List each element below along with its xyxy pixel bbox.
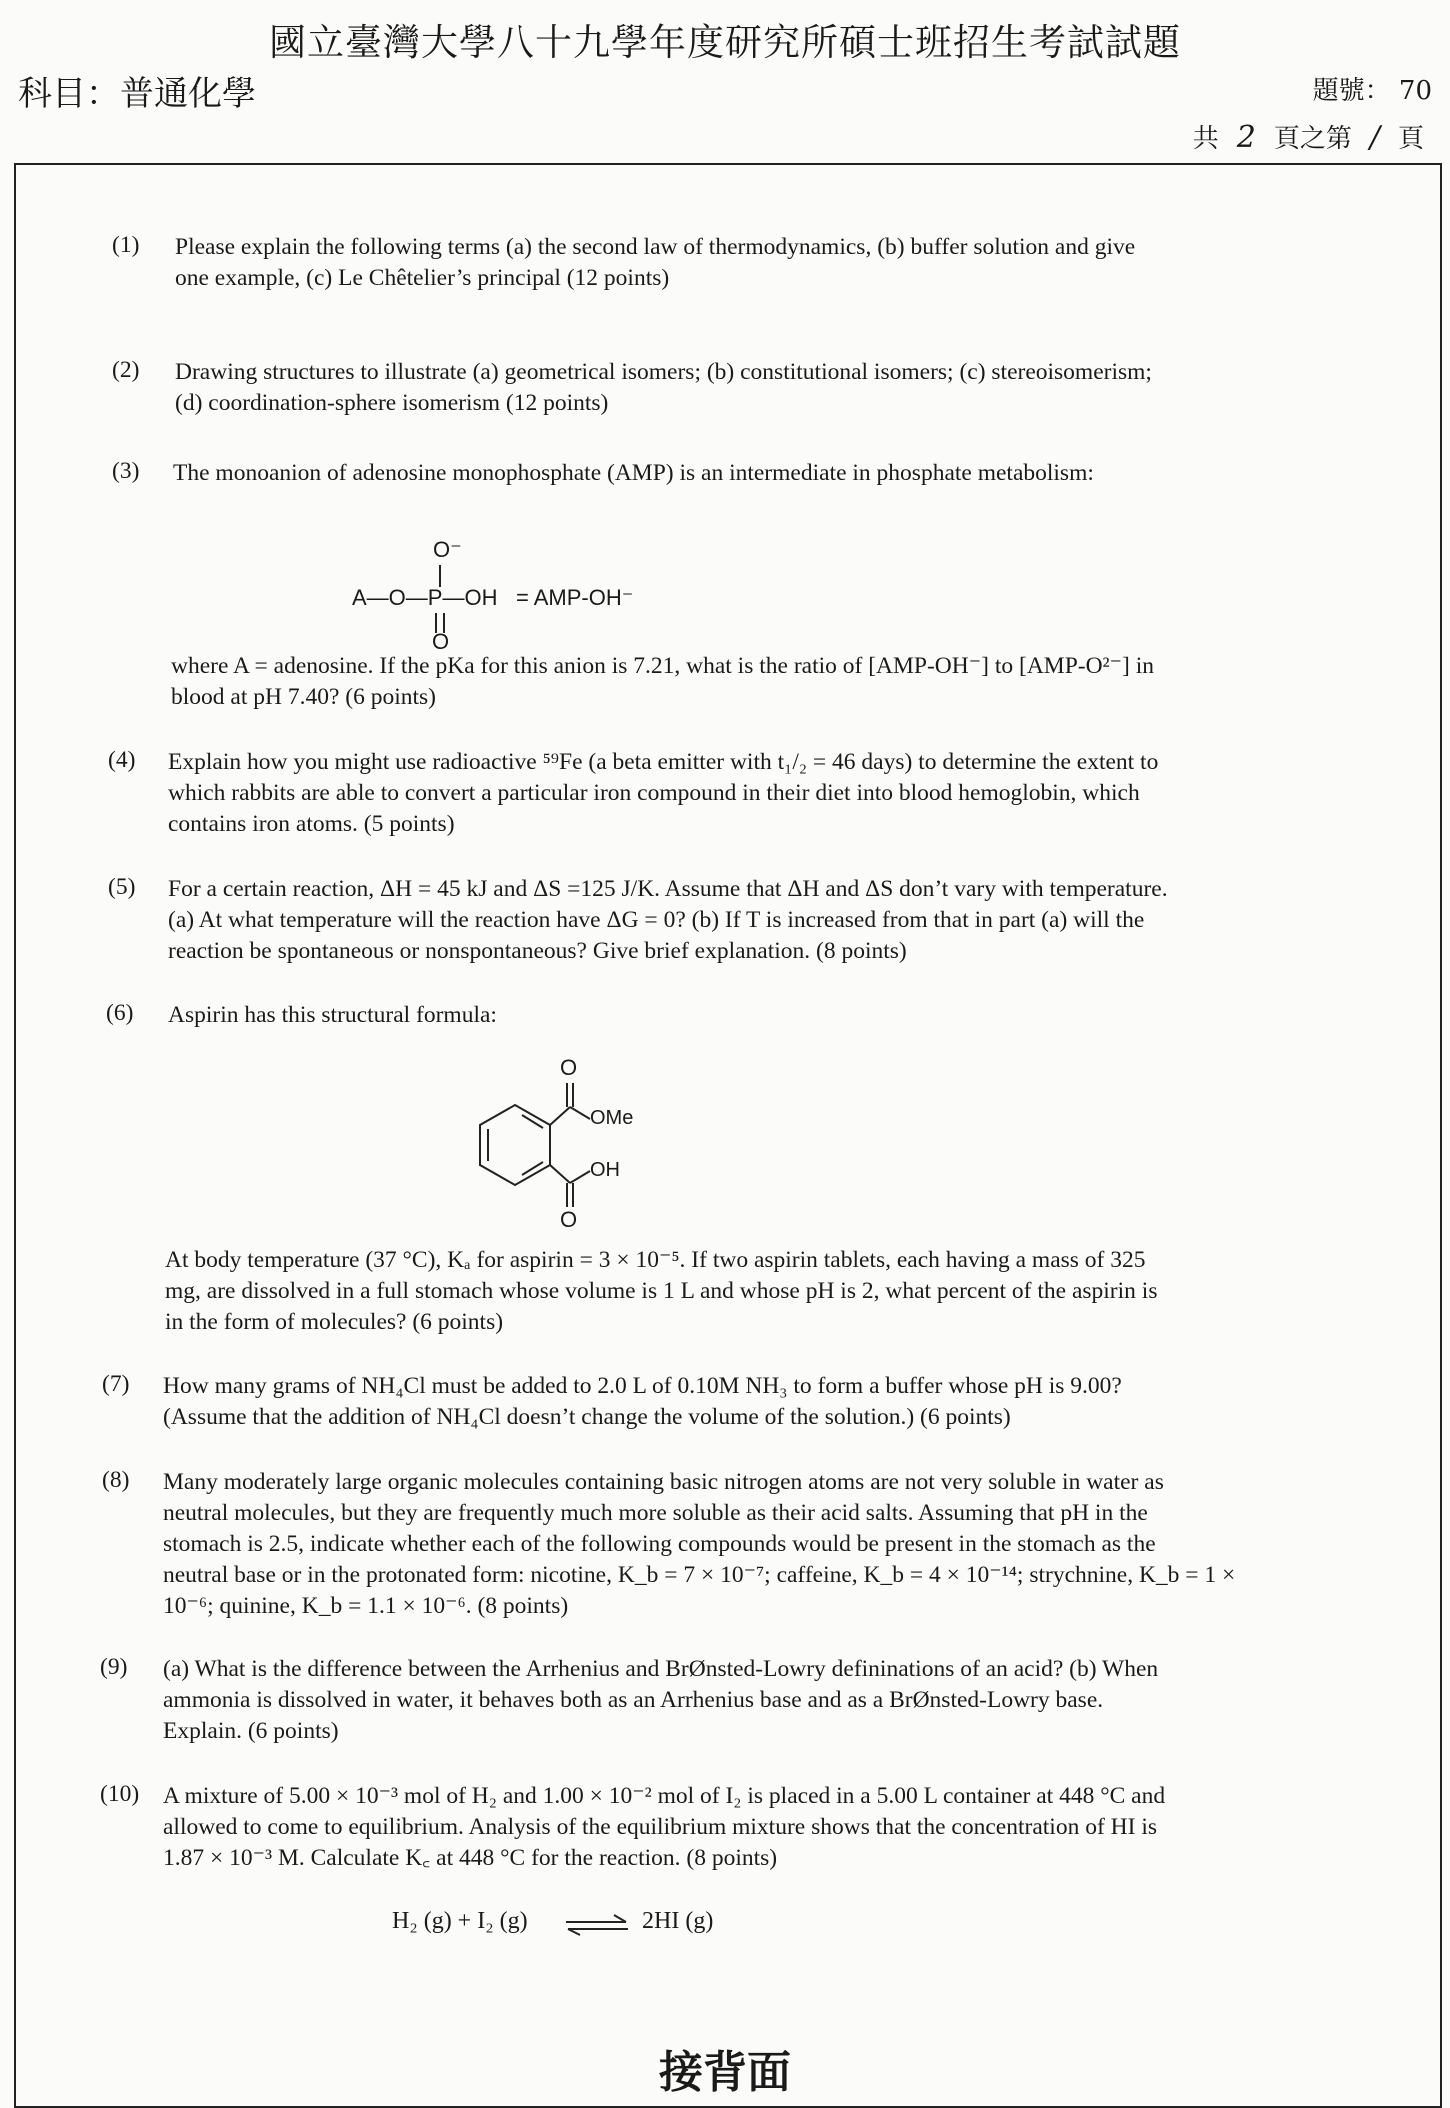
- question-3-number: (3): [112, 458, 140, 484]
- question-7-line-2: (Assume that the addition of NH₄Cl doesn’t change the volume of the solution.) (6 points): [163, 1404, 1011, 1430]
- aspirin-structure: [410, 1055, 670, 1245]
- question-6-line-1: At body temperature (37 °C), Kₐ for aspirin = 3 × 10⁻⁵. If two aspirin tablets, each having a mass of 325: [165, 1247, 1146, 1273]
- question-9-line-2: ammonia is dissolved in water, it behaves both as an Arrhenius base and as a BrØnsted-Lowry base.: [163, 1687, 1104, 1713]
- question-8-line-3: stomach is 2.5, indicate whether each of the following compounds would be present in the stomach as the: [163, 1531, 1156, 1557]
- question-4-line-2: which rabbits are able to convert a particular iron compound in their diet into blood hemoglobin, which: [168, 780, 1140, 806]
- question-1-number: (1): [112, 232, 140, 258]
- question-7-number: (7): [102, 1371, 130, 1397]
- question-1-line-2: one example, (c) Le Chêtelier’s principal (12 points): [175, 265, 670, 291]
- question-2-text: [175, 357, 1375, 419]
- page-current: /: [1369, 120, 1380, 155]
- amp-o-top: O⁻: [433, 537, 462, 562]
- question-2-number: (2): [112, 357, 140, 383]
- question-5-line-3: reaction be spontaneous or nonspontaneous? Give brief explanation. (8 points): [168, 938, 907, 964]
- question-8-line-4: neutral base or in the protonated form: nicotine, K_b = 7 × 10⁻⁷; caffeine, K_b = 4 × 10⁻¹⁴; strychnine, K_b = 1 ×: [163, 1562, 1236, 1588]
- question-8-line-5: 10⁻⁶; quinine, K_b = 1.1 × 10⁻⁶. (8 points): [163, 1593, 569, 1619]
- question-10-line-3: 1.87 × 10⁻³ M. Calculate K꜀ at 448 °C for the reaction. (8 points): [163, 1845, 778, 1871]
- aspirin-bonds: [410, 1055, 670, 1245]
- page-count: [1193, 118, 1424, 155]
- question-5-text: [168, 874, 1408, 967]
- aspirin-o-bottom: O: [560, 1207, 578, 1232]
- equation-left: H₂ (g) + I₂ (g): [392, 1908, 528, 1934]
- exam-title: 國立臺灣大學八十九學年度研究所碩士班招生考試試題: [269, 21, 1181, 64]
- page-suffix: 頁: [1397, 124, 1424, 154]
- equilibrium-arrow-icon: [564, 1914, 630, 1936]
- equation-right: 2HI (g): [642, 1908, 714, 1934]
- question-2-line-2: (d) coordination-sphere isomerism (12 points): [175, 390, 609, 416]
- aspirin-o-top: O: [560, 1055, 578, 1080]
- question-9-line-1: (a) What is the difference between the Arrhenius and BrØnsted-Lowry defininations of an acid? (b) When: [163, 1656, 1159, 1682]
- question-8-number: (8): [102, 1467, 130, 1493]
- amp-structure: [340, 535, 700, 654]
- question-5-line-2: (a) At what temperature will the reaction have ΔG = 0? (b) If T is increased from that in part (a) will the: [168, 907, 1145, 933]
- question-3-text: [171, 651, 1371, 713]
- question-9-text: [163, 1654, 1363, 1747]
- question-10-line-1: A mixture of 5.00 × 10⁻³ mol of H₂ and 1.00 × 10⁻² mol of I₂ is placed in a 5.00 L container at 448 °C and: [163, 1783, 1166, 1809]
- question-6-text: [165, 1245, 1365, 1338]
- question-3-line-1: where A = adenosine. If the pKa for this anion is 7.21, what is the ratio of [AMP-OH⁻] to [AMP-O²⁻] in: [171, 653, 1154, 679]
- question-5-number: (5): [108, 874, 136, 900]
- question-4-line-1: Explain how you might use radioactive ⁵⁹Fe (a beta emitter with t₁/₂ = 46 days) to determine the extent to: [168, 749, 1159, 775]
- question-4-line-3: contains iron atoms. (5 points): [168, 811, 455, 837]
- page-total: 2: [1236, 120, 1256, 155]
- question-6-line-3: in the form of molecules? (6 points): [165, 1309, 504, 1335]
- aspirin-oh: OH: [590, 1159, 620, 1181]
- amp-equals: = AMP-OH⁻: [516, 585, 634, 610]
- continue-on-back: 接背面: [659, 2047, 791, 2098]
- aspirin-ome: OMe: [590, 1107, 634, 1129]
- question-5-line-1: For a certain reaction, ΔH = 45 kJ and ΔS =125 J/K. Assume that ΔH and ΔS don’t vary with temperature.: [168, 876, 1168, 902]
- question-4-number: (4): [108, 747, 136, 773]
- question-10-line-2: allowed to come to equilibrium. Analysis of the equilibrium mixture shows that the concentration of HI is: [163, 1814, 1157, 1840]
- question-6-intro: Aspirin has this structural formula:: [168, 1002, 497, 1028]
- question-6-line-2: mg, are dissolved in a full stomach whose volume is 1 L and whose pH is 2, what percent of the aspirin is: [165, 1278, 1158, 1304]
- amp-o-bottom: O: [432, 629, 450, 654]
- question-10-number: (10): [100, 1781, 140, 1807]
- question-9-number: (9): [100, 1654, 128, 1680]
- question-3-intro: The monoanion of adenosine monophosphate (AMP) is an intermediate in phosphate metabolism:: [173, 460, 1094, 486]
- question-2-line-1: Drawing structures to illustrate (a) geometrical isomers; (b) constitutional isomers; (c) stereoisomerism;: [175, 359, 1152, 385]
- amp-formula: A—O—P—OH: [352, 585, 498, 610]
- page-mid: 頁之第: [1273, 124, 1352, 154]
- question-6-number: (6): [106, 1000, 134, 1026]
- question-8-line-1: Many moderately large organic molecules containing basic nitrogen atoms are not very soluble in water as: [163, 1469, 1164, 1495]
- question-8-text: [163, 1467, 1403, 1622]
- page-prefix: 共: [1192, 124, 1219, 154]
- question-9-line-3: Explain. (6 points): [163, 1718, 339, 1744]
- question-10-text: [163, 1781, 1403, 1874]
- question-4-text: [168, 747, 1368, 840]
- reaction-equation: [392, 1908, 832, 1944]
- question-number: 題號： 70: [1312, 76, 1432, 106]
- question-8-line-2: neutral molecules, but they are frequently much more soluble as their acid salts. Assuming that pH in the: [163, 1500, 1148, 1526]
- subject-label: 科目：普通化學: [18, 74, 256, 114]
- question-1-text: [175, 232, 1375, 294]
- question-1-line-1: Please explain the following terms (a) the second law of thermodynamics, (b) buffer solution and give: [175, 234, 1136, 260]
- question-7-line-1: How many grams of NH₄Cl must be added to 2.0 L of 0.10M NH₃ to form a buffer whose pH is 9.00?: [163, 1373, 1122, 1399]
- question-7-text: [163, 1371, 1363, 1433]
- question-3-line-2: blood at pH 7.40? (6 points): [171, 684, 436, 710]
